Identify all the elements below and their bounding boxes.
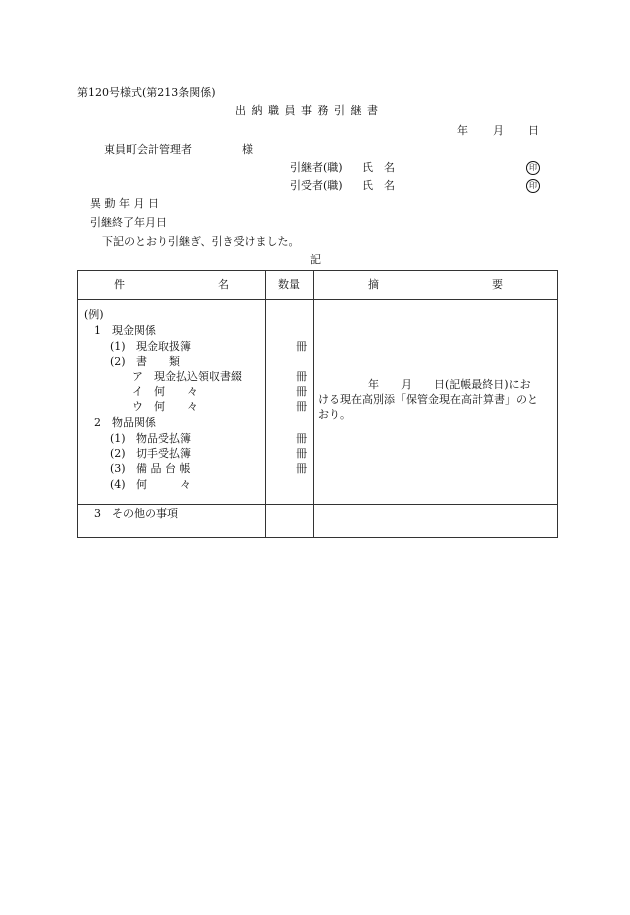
header-item [78,271,266,300]
unit-label: 冊 [296,370,307,383]
row-number: (1) [110,340,126,353]
remark-line-3: おり。 [318,408,351,421]
handover-end-label: 引継終了年月日 [90,216,167,229]
handover-by-name-label: 氏 名 [362,161,395,174]
row-number: (2) [110,355,126,368]
unit-label: 冊 [296,432,307,445]
table-row [78,300,558,505]
section-goods: 2 物品関係 [94,416,156,429]
header-item-a: 件 [114,278,125,291]
row-number: (2) [110,447,126,460]
document-title: 出 納 職 員 事 務 引 継 書 [235,104,379,117]
header-qty [266,271,314,300]
form-number: 第120号様式(第213条関係) [77,86,216,99]
section-other: 3 その他の事項 [94,507,178,520]
row-label: 切手受払簿 [136,447,191,460]
ki-label: 記 [310,253,321,266]
unit-label: 冊 [296,400,307,413]
row-number: ウ [132,400,143,413]
row-label: 現金払込領収書綴 [154,370,242,383]
unit-label: 冊 [296,385,307,398]
handover-table [77,270,558,538]
received-by-label: 引受者(職) [290,179,343,192]
header-desc-a: 摘 [368,278,379,291]
example-label: (例) [84,308,104,321]
row-number: (1) [110,432,126,445]
header-desc-b: 要 [492,278,503,291]
row-label: 物品受払簿 [136,432,191,445]
other-quantity-cell [266,505,314,538]
unit-label: 冊 [296,447,307,460]
transfer-date-label: 異 動 年 月 日 [90,197,159,210]
remark-line-2: ける現在高別添「保管金現在高計算書」のと [318,393,538,406]
header-description [314,271,558,300]
date-day: 日 [528,124,539,137]
row-label: 備 品 台 帳 [136,462,191,475]
row-label: 書 類 [136,355,180,368]
row-label: 何 々 [154,385,198,398]
row-number: イ [132,385,143,398]
unit-label: 冊 [296,462,307,475]
table-row [78,505,558,538]
handover-by-label: 引継者(職) [290,161,343,174]
addressee-name: 東員町会計管理者 [104,143,192,156]
quantity-cell [266,300,314,505]
row-label: 何 々 [136,478,191,491]
date-month: 月 [493,124,504,137]
header-item-b: 名 [218,278,229,291]
remark-line-1: 年 月 日(記帳最終日)にお [368,378,531,391]
header-qty-label: 数量 [278,278,300,291]
row-label: 何 々 [154,400,198,413]
remarks-cell [314,300,558,505]
statement: 下記のとおり引継ぎ、引き受けました。 [102,235,300,248]
row-number: (4) [110,478,126,491]
addressee-honorific: 様 [242,143,253,156]
row-label: 現金取扱簿 [136,340,191,353]
items-cell [78,300,266,505]
row-number: (3) [110,462,126,475]
seal-icon: 印 [526,179,540,193]
date-year: 年 [457,124,468,137]
received-by-name-label: 氏 名 [362,179,395,192]
row-number: ア [132,370,143,383]
seal-icon: 印 [526,161,540,175]
other-remarks-cell [314,505,558,538]
other-items-cell [78,505,266,538]
unit-label: 冊 [296,340,307,353]
section-cash: 1 現金関係 [94,324,156,337]
table-header-row [78,271,558,300]
